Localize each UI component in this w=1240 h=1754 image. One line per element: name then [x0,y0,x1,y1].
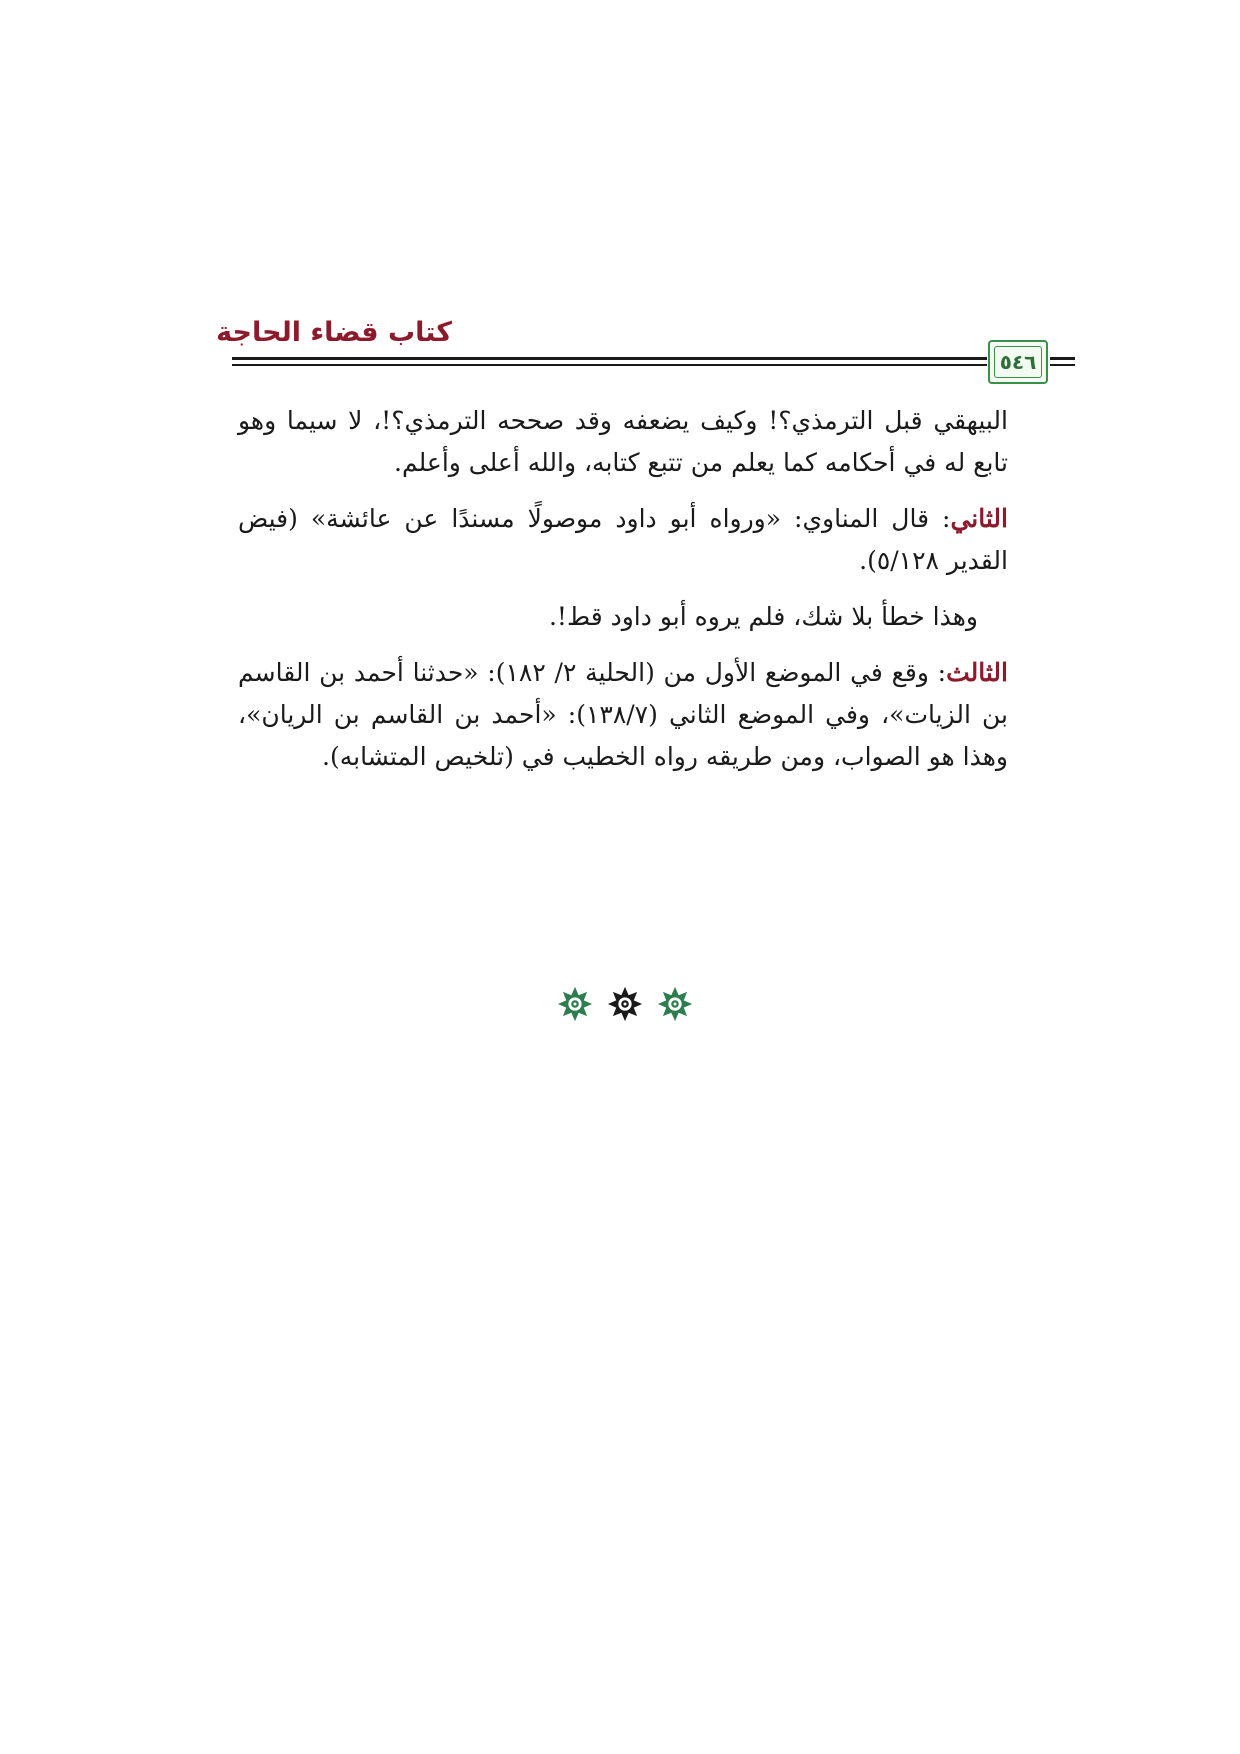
paragraph-1 [238,400,1008,484]
body-text [238,400,1008,792]
paragraph-3 [238,596,1008,638]
paragraph-text: : وقع في الموضع الأول من (الحلية ٢/ ١٨٢): «حدثنا أحمد بن القاسم بن الزيات»، وفي الموضع الثاني (١٣٨/٧): «أحمد بن القاسم بن الريان»، وهذا هو الصواب، ومن طريقه رواه الخطيب في (تلخيص المتشابه). [238,658,1008,771]
header-rule [232,364,987,366]
section-end-ornaments [525,985,725,1025]
page-number-frame [988,340,1048,384]
paragraph-text: : قال المناوي: «ورواه أبو داود موصولًا مسندًا عن عائشة» (فيض القدير ٥/١٢٨). [238,504,1008,575]
book-title: كتاب قضاء الحاجة [216,317,452,348]
paragraph-label: الثاني [950,504,1008,533]
star-flower-icon [606,985,644,1023]
star-flower-icon [656,985,694,1023]
paragraph-label: الثالث [946,658,1008,687]
paragraph-text: وهذا خطأ بلا شك، فلم يروه أبو داود قط!. [548,602,978,631]
header-rule-short [1050,364,1075,366]
header-rule-short [1050,357,1075,360]
paragraph-text: البيهقي قبل الترمذي؟! وكيف يضعفه وقد صححه الترمذي؟!، لا سيما وهو تابع له في أحكامه كما يعلم من تتبع كتابه، والله أعلى وأعلم. [238,406,1008,477]
page-number: ٥٤٦ [999,350,1037,374]
star-flower-icon [556,985,594,1023]
header-rule [232,357,987,360]
paragraph-2 [238,498,1008,582]
paragraph-4 [238,652,1008,778]
